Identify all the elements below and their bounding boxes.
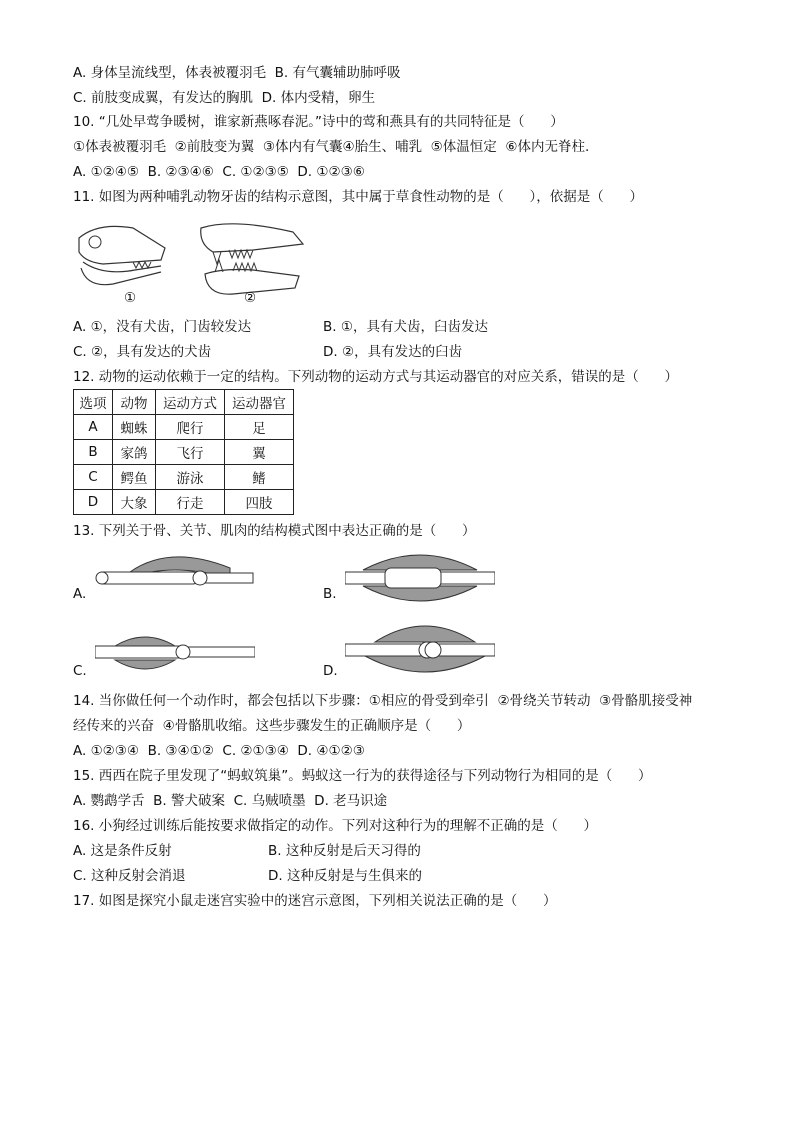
q16-option-a: A. 这是条件反射 [73,843,172,859]
question-15: 15. 西西在院子里发现了“蚂蚁筑巢”。蚂蚁这一行为的获得途径与下列动物行为相同的是（ ） [73,768,652,784]
q11-option-b: B. ①，具有犬齿，臼齿发达 [323,319,488,335]
table-cell: C [74,465,113,490]
table-cell: D [74,490,113,515]
figure-label-1: ① [124,290,137,306]
question-14-line1: 14. 当你做任何一个动作时，都会包括以下步骤：①相应的骨受到牵引 ②骨绕关节转动 ③骨骼肌接受神 [73,693,693,709]
q14-options: A. ①②③④ B. ③④①② C. ②①③④ D. ④①②③ [73,743,365,759]
bone-muscle-diagram-c [95,626,255,678]
q10-options: A. ①②④⑤ B. ②③④⑥ C. ①②③⑤ D. ①②③⑥ [73,164,365,180]
bone-muscle-diagram-b [345,548,495,608]
q16-option-b: B. 这种反射是后天习得的 [268,843,421,859]
table-cell: 爬行 [156,415,225,440]
bone-muscle-diagram-a [90,548,255,600]
q16-option-c: C. 这种反射会消退 [73,868,186,884]
question-17: 17. 如图是探究小鼠走迷宫实验中的迷宫示意图，下列相关说法正确的是（ ） [73,893,557,909]
table-cell: 家鸽 [113,440,156,465]
table-cell: 足 [225,415,294,440]
diagram-label-a: A. [73,586,87,602]
figure-label-2: ② [244,290,257,306]
q11-option-d: D. ②，具有发达的臼齿 [323,344,463,360]
table-row [74,415,294,440]
question-14-line2: 经传来的兴奋 ④骨骼肌收缩。这些步骤发生的正确顺序是（ ） [73,718,471,734]
table-header: 动物 [113,390,156,415]
table-header-row [74,390,294,415]
locomotion-table [73,389,294,515]
q9-options-cd: C. 前肢变成翼，有发达的胸肌 D. 体内受精，卵生 [73,90,376,106]
q11-option-a: A. ①，没有犬齿，门齿较发达 [73,319,252,335]
table-cell: 鳍 [225,465,294,490]
table-cell: 大象 [113,490,156,515]
table-cell: 四肢 [225,490,294,515]
q11-option-c: C. ②，具有发达的犬齿 [73,344,212,360]
bone-muscle-diagram-d [345,618,495,680]
table-cell: B [74,440,113,465]
question-16: 16. 小狗经过训练后能按要求做指定的动作。下列对这种行为的理解不正确的是（ ） [73,818,598,834]
table-cell: 翼 [225,440,294,465]
question-11: 11. 如图为两种哺乳动物牙齿的结构示意图，其中属于草食性动物的是（ ），依据是（ ） [73,189,644,205]
question-10: 10. “几处早莺争暖树，谁家新燕啄春泥。”诗中的莺和燕具有的共同特征是（ ） [73,114,564,130]
diagram-label-b: B. [323,586,337,602]
table-cell: 飞行 [156,440,225,465]
table-row [74,440,294,465]
table-header: 选项 [74,390,113,415]
herbivore-skull-figure [73,218,168,306]
table-cell: A [74,415,113,440]
question-12: 12. 动物的运动依赖于一定的结构。下列动物的运动方式与其运动器官的对应关系，错误的是（ ） [73,369,679,385]
table-header: 运动器官 [225,390,294,415]
question-13: 13. 下列关于骨、关节、肌肉的结构模式图中表达正确的是（ ） [73,523,476,539]
q16-option-d: D. 这种反射是与生俱来的 [268,868,422,884]
diagram-label-d: D. [323,663,338,679]
table-row [74,465,294,490]
q10-items: ①体表被覆羽毛 ②前肢变为翼 ③体内有气囊④胎生、哺乳 ⑤体温恒定 ⑥体内无脊柱. [73,139,590,155]
diagram-label-c: C. [73,663,87,679]
table-cell: 蜘蛛 [113,415,156,440]
table-row [74,490,294,515]
table-cell: 行走 [156,490,225,515]
table-cell: 鳄鱼 [113,465,156,490]
table-header: 运动方式 [156,390,225,415]
q9-options-ab: A. 身体呈流线型，体表被覆羽毛 B. 有气囊辅助肺呼吸 [73,65,401,81]
table-cell: 游泳 [156,465,225,490]
q15-options: A. 鹦鹉学舌 B. 警犬破案 C. 乌贼喷墨 D. 老马识途 [73,793,388,809]
